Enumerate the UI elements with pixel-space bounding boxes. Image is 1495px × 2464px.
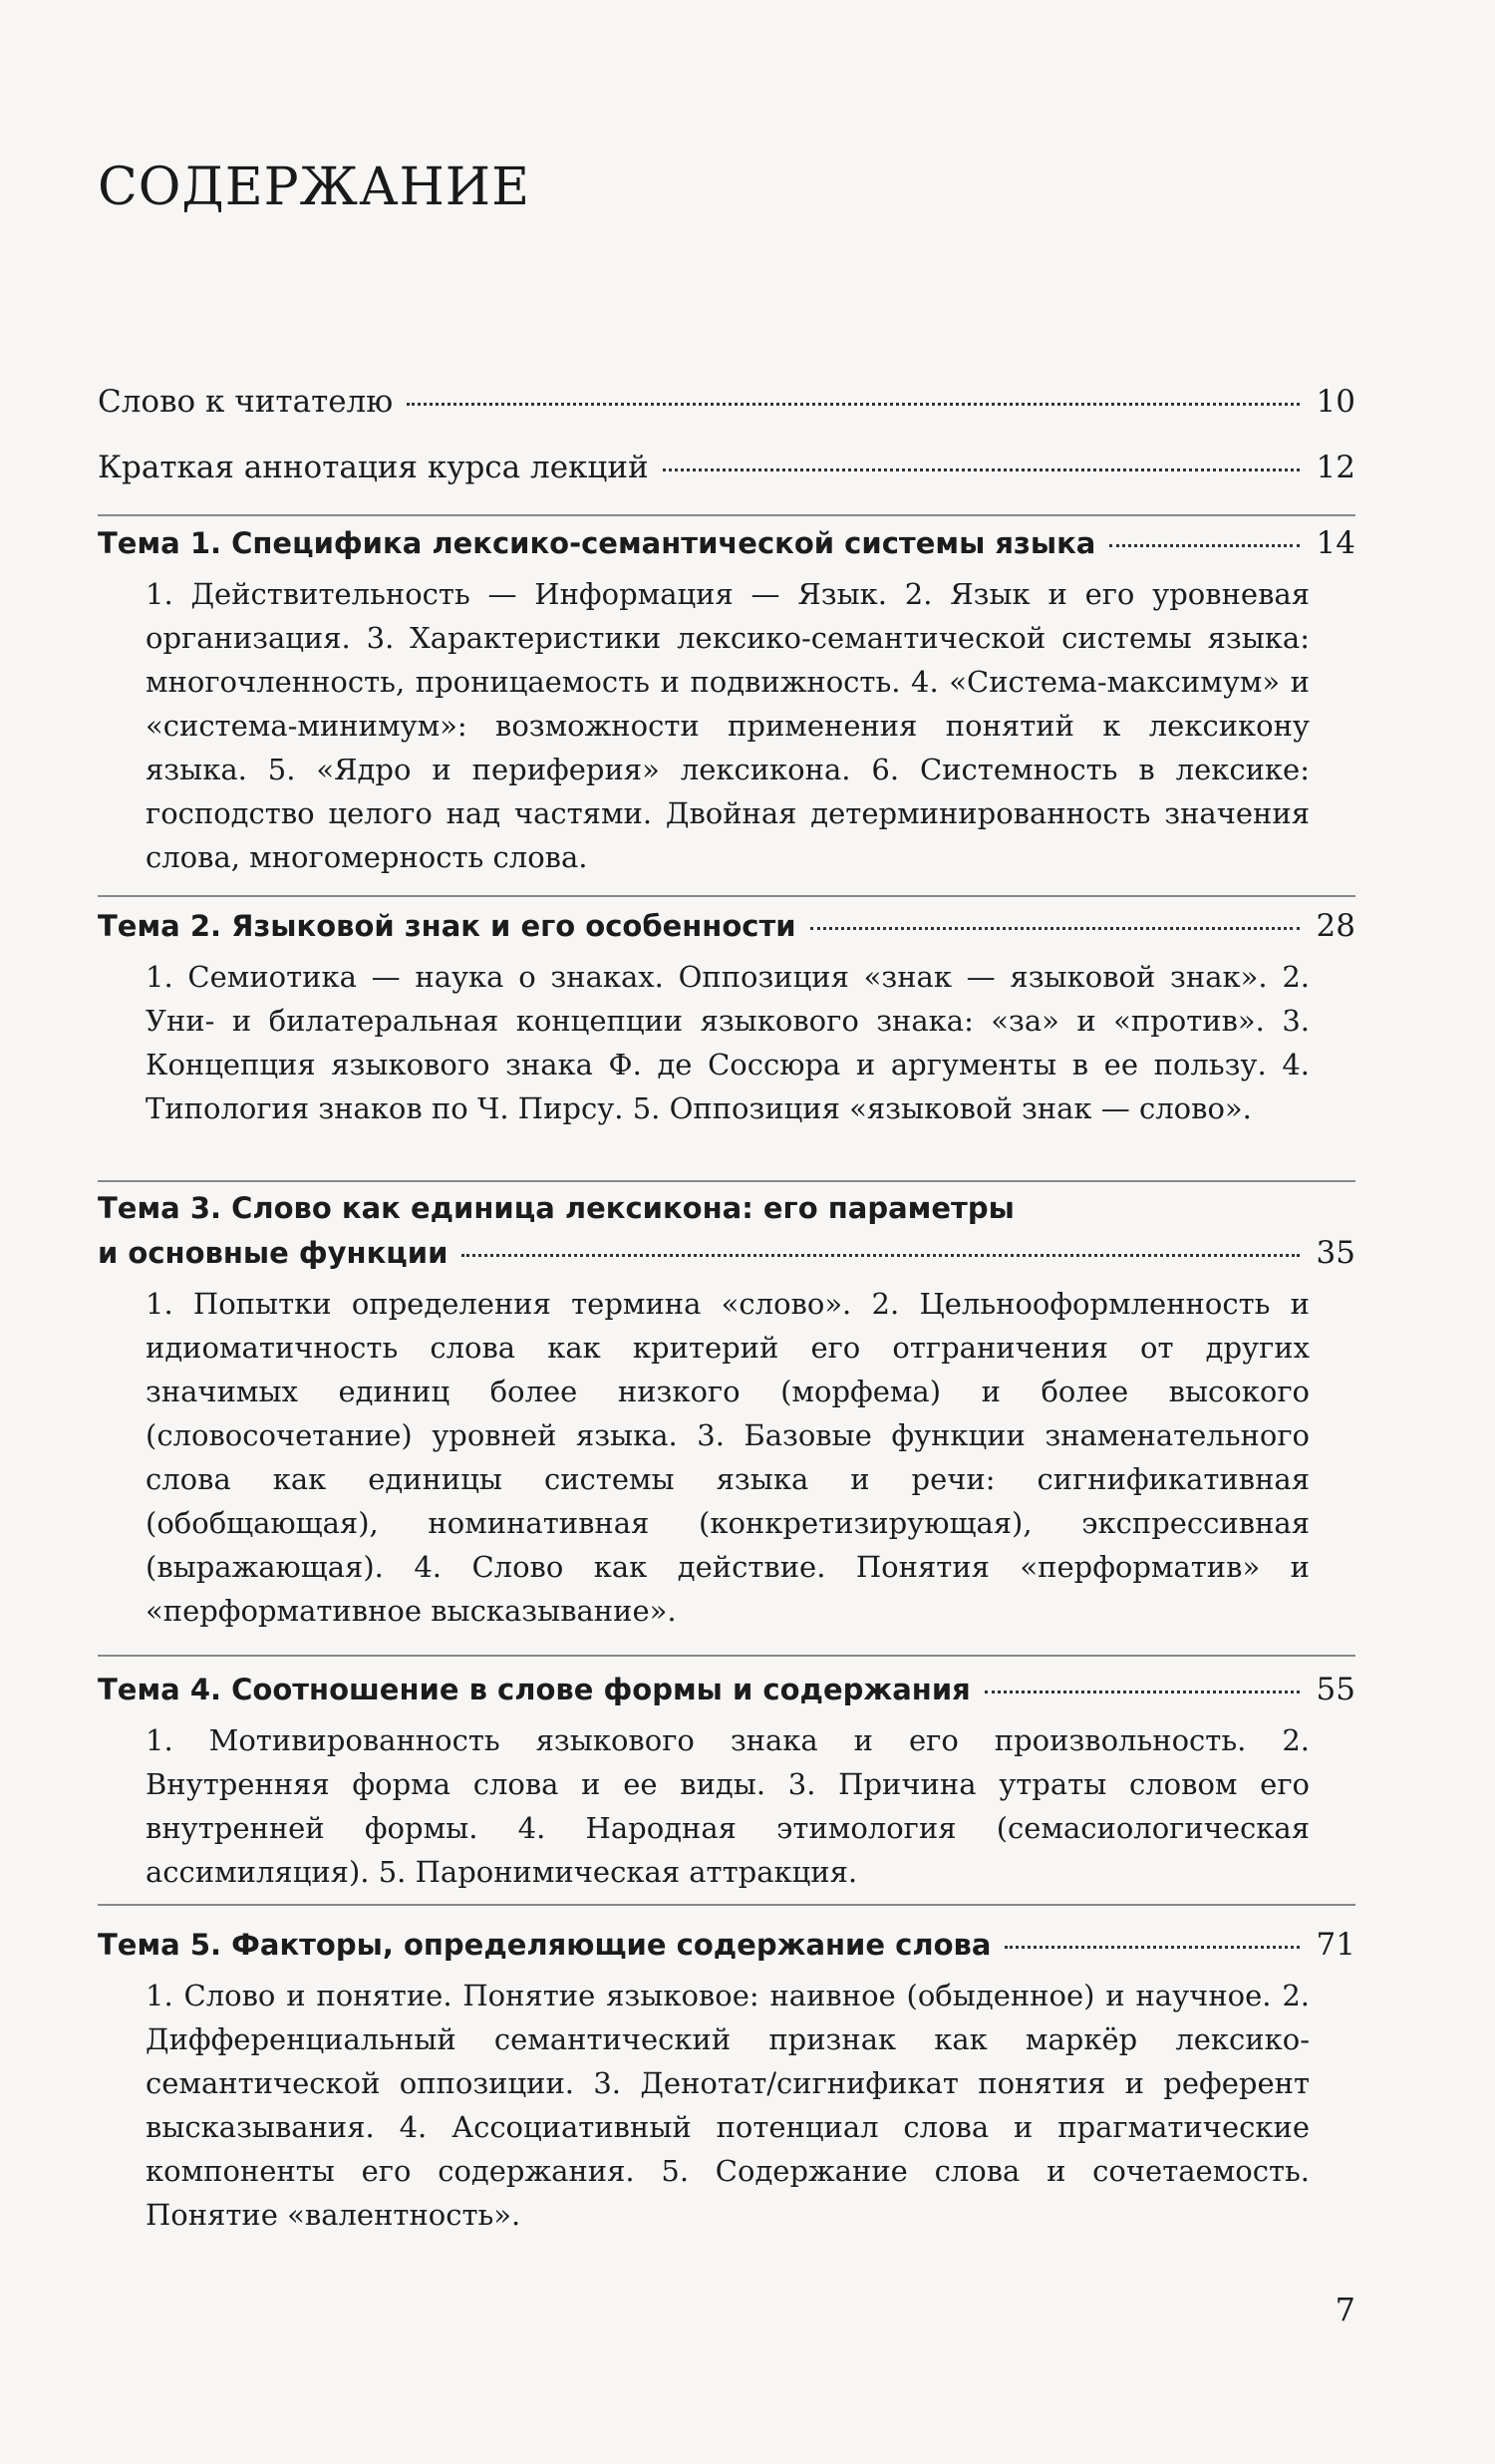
toc-entry-label: Тема 5. Факторы, определяющие содержание слова xyxy=(98,1928,992,1962)
toc-entry-label: Слово к читателю xyxy=(98,384,394,420)
divider xyxy=(98,1180,1355,1182)
toc-entry-theme-2 xyxy=(98,903,1355,1130)
toc-entry-label: Тема 2. Языковой знак и его особенности xyxy=(98,909,796,943)
toc-page-number: 12 xyxy=(1316,450,1355,485)
leader-dots xyxy=(663,468,1300,471)
toc-entry-theme-3 xyxy=(98,1186,1355,1633)
toc-entry-description: 1. Действительность — Информация — Язык. 2. Язык и его уровневая организация. 3. Характеристики лексико-семантической системы языка: многочленность, проницаемость и подвижность. 4. «Система-максимум» и «система-минимум»: возможности применения понятий к лексикону языка. 5. «Ядро и периферия» лексикона. 6. Системность в лексике: господство целого над частями. Двойная детерминированность значения слова, многомерность слова. xyxy=(146,577,1310,874)
toc-page-number: 35 xyxy=(1316,1235,1355,1271)
leader-dots xyxy=(810,927,1300,930)
toc-entry-annotation xyxy=(98,445,1355,490)
toc-entry-description: 1. Слово и понятие. Понятие языковое: наивное (обыденное) и научное. 2. Дифференциальный семантический признак как маркёр лексико-семантической оппозиции. 3. Денотат/сигнификат понятия и референт высказывания. 4. Ассоциативный потенциал слова и прагматические компоненты его содержания. 5. Содержание слова и сочетаемость. Понятие «валентность». xyxy=(146,1979,1310,2232)
toc-entry-theme-4 xyxy=(98,1667,1355,1894)
toc-entry-description: 1. Попытки определения термина «слово». 2. Цельнооформленность и идиоматичность слова как критерий его отграничения от других значимых единиц более низкого (морфема) и более высокого (словосочетание) уровней языка. 3. Базовые функции знаменательного слова как единицы системы языка и речи: сигнификативная (обобщающая), номинативная (конкретизирующая), экспрессивная (выражающая). 4. Слово как действие. Понятия «перформатив» и «перформативное высказывание». xyxy=(146,1287,1310,1628)
toc-entry-label: Тема 4. Соотношение в слове формы и содержания xyxy=(98,1673,971,1706)
toc-entry-label: Тема 1. Специфика лексико-семантической системы языка xyxy=(98,526,1096,560)
leader-dots xyxy=(1109,544,1300,547)
divider xyxy=(98,514,1355,516)
toc-entry-label: Краткая аннотация курса лекций xyxy=(98,450,649,485)
toc-entry-description: 1. Мотивированность языкового знака и его произвольность. 2. Внутренняя форма слова и ее виды. 3. Причина утраты словом его внутренней формы. 4. Народная этимология (семасиологическая ассимиляция). 5. Паронимическая аттракция. xyxy=(146,1723,1310,1889)
toc-entry-label-line-1: Тема 3. Слово как единица лексикона: его параметры xyxy=(98,1191,1015,1225)
toc-page-number: 28 xyxy=(1316,908,1355,944)
toc-page xyxy=(98,0,1355,2464)
toc-page-number: 14 xyxy=(1316,525,1355,561)
toc-entry-theme-5 xyxy=(98,1922,1355,2237)
toc-page-number: 10 xyxy=(1316,384,1355,420)
page-title: СОДЕРЖАНИЕ xyxy=(98,157,531,217)
divider xyxy=(98,1655,1355,1657)
toc-entry-theme-1 xyxy=(98,520,1355,879)
divider xyxy=(98,1904,1355,1906)
toc-entry-description: 1. Семиотика — наука о знаках. Оппозиция «знак — языковой знак». 2. Уни- и билатеральная концепции языкового знака: «за» и «против». 3. Концепция языкового знака Ф. де Соссюра и аргументы в ее пользу. 4. Типология знаков по Ч. Пирсу. 5. Оппозиция «языковой знак — слово». xyxy=(146,960,1310,1125)
leader-dots xyxy=(407,403,1300,406)
toc-entry-reader xyxy=(98,379,1355,425)
divider xyxy=(98,895,1355,897)
toc-page-number: 71 xyxy=(1316,1927,1355,1963)
leader-dots xyxy=(985,1691,1300,1694)
leader-dots xyxy=(1005,1946,1300,1949)
leader-dots xyxy=(461,1254,1300,1257)
toc-entry-label: и основные функции xyxy=(98,1236,448,1270)
page-number: 7 xyxy=(1335,2291,1355,2328)
toc-page-number: 55 xyxy=(1316,1672,1355,1707)
